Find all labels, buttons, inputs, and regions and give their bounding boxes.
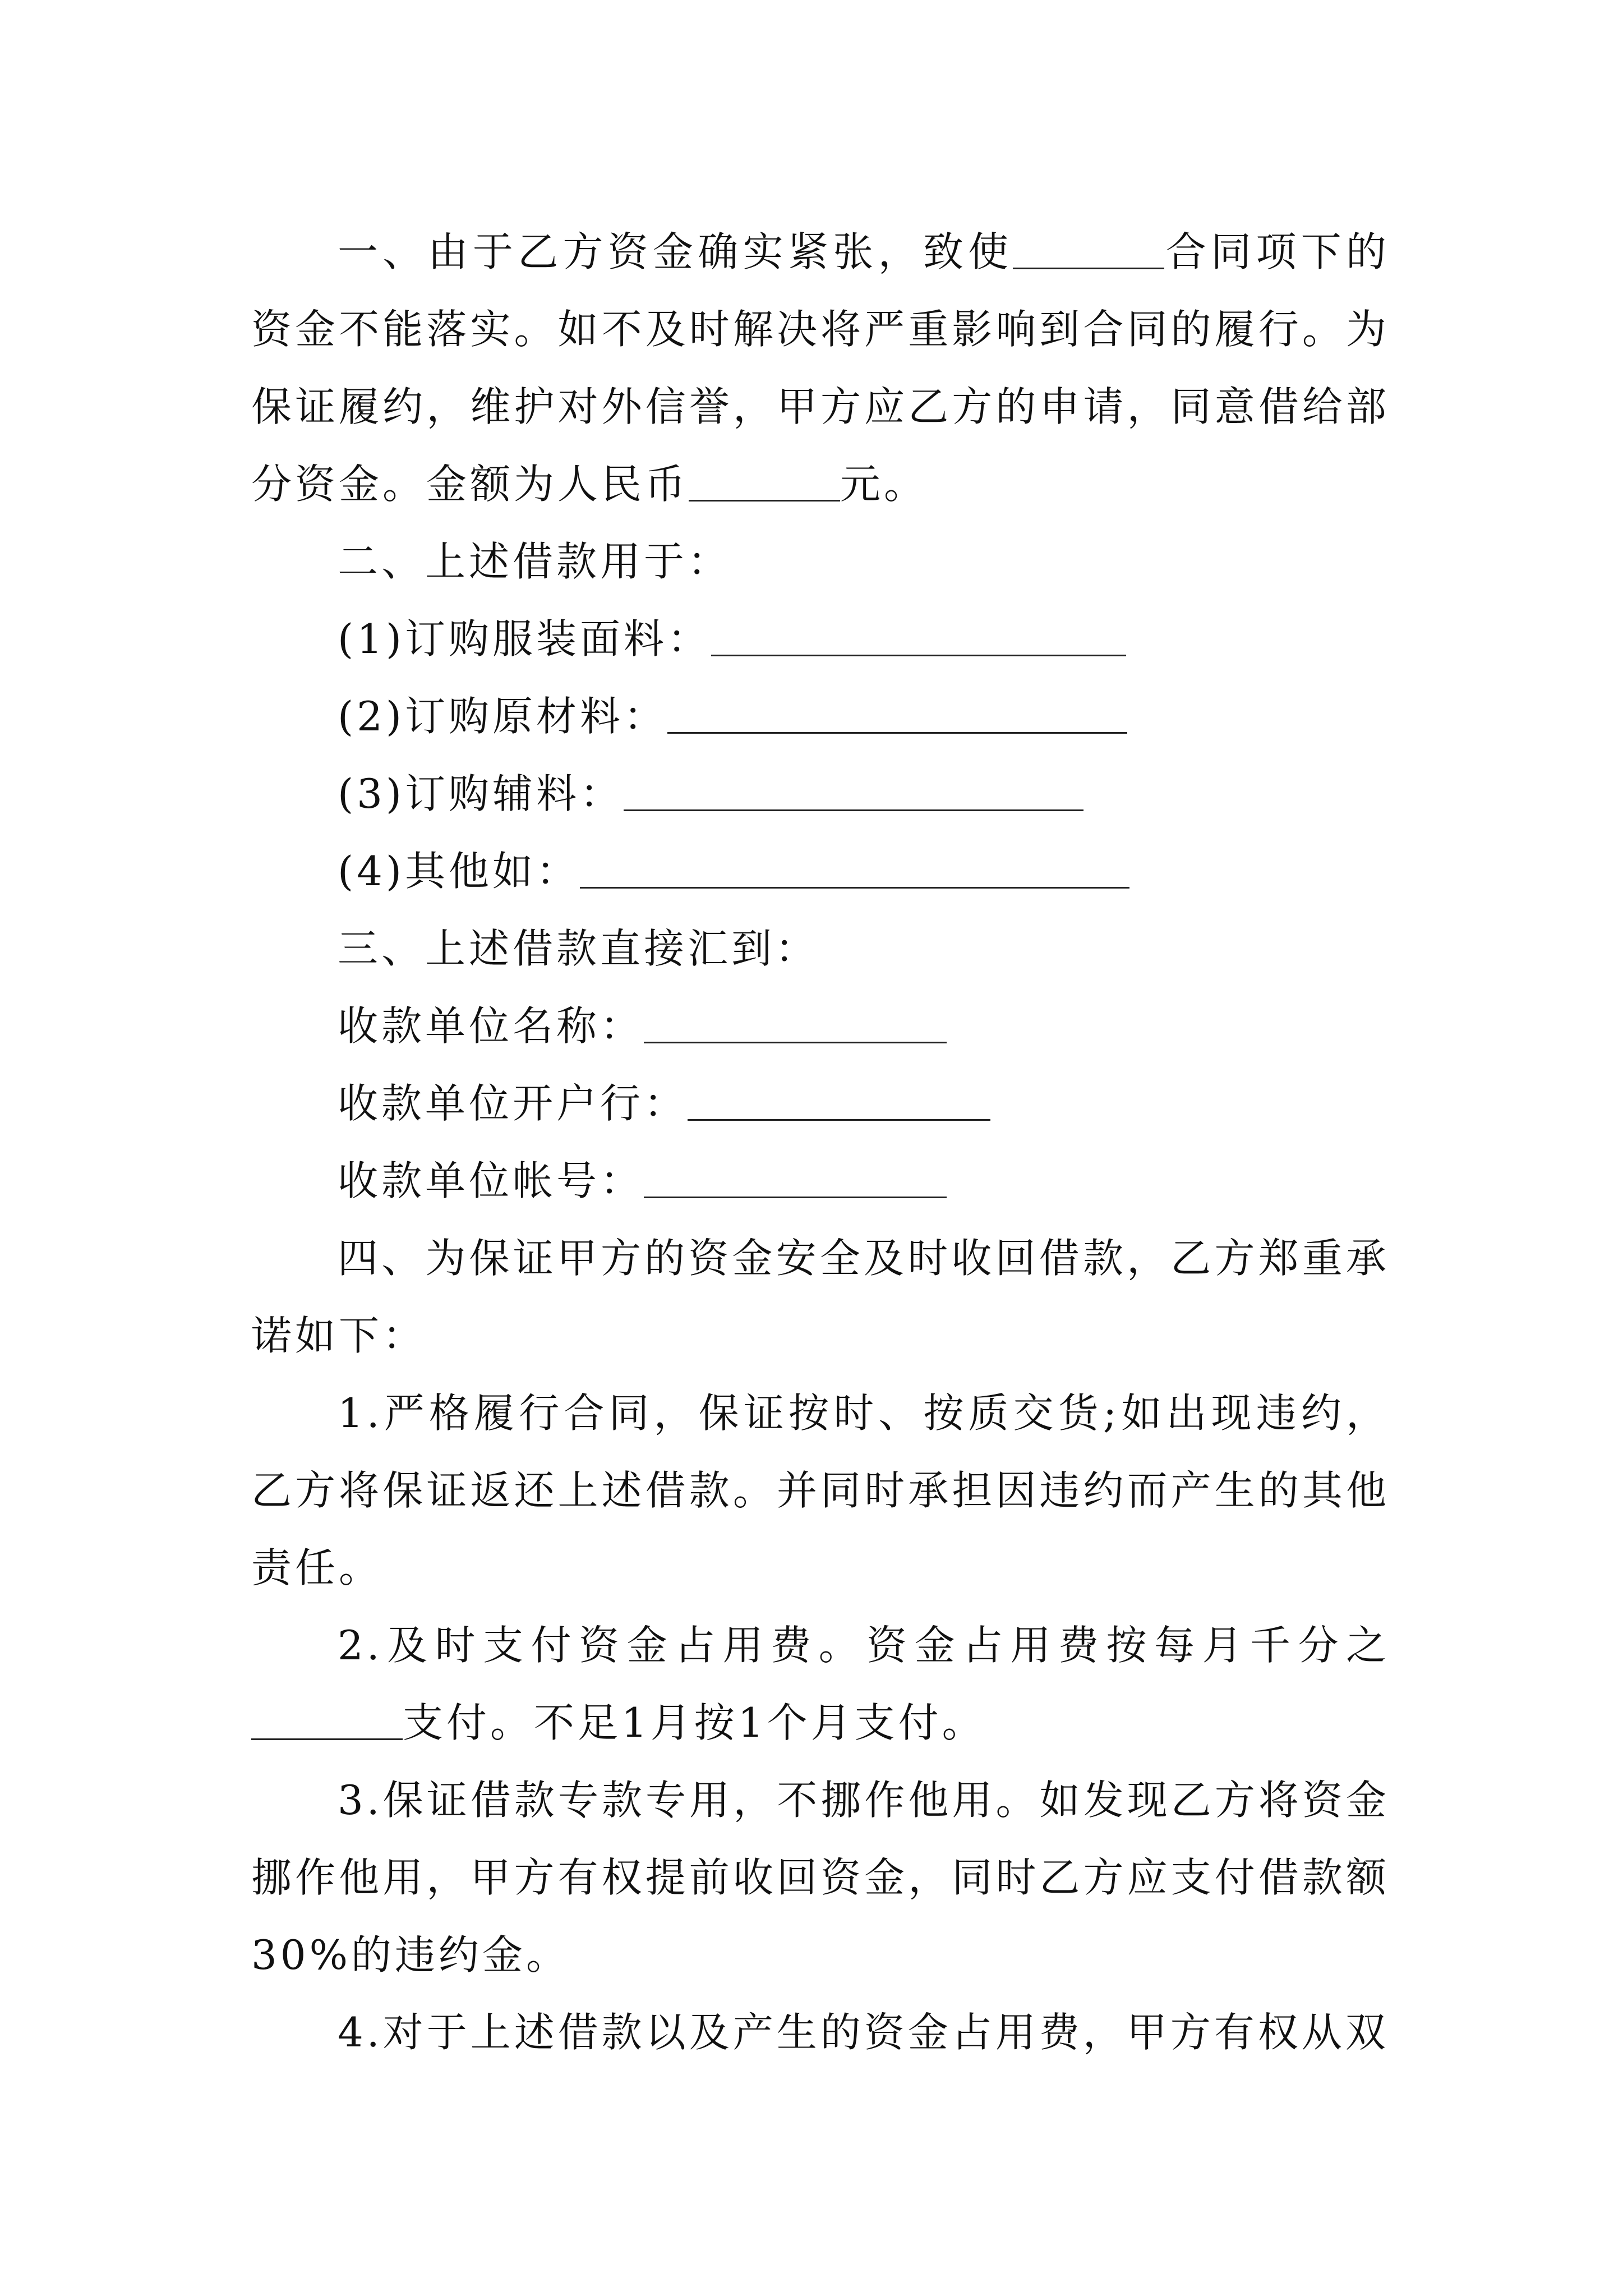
payee-name: [338, 987, 1390, 1065]
clause-2-title: 二、上述借款用于：: [338, 538, 732, 585]
blank-payee-name[interactable]: [644, 1008, 947, 1043]
blank-fabric[interactable]: [711, 621, 1126, 656]
payee-label: 收款单位帐号：: [338, 1157, 644, 1204]
clause-4-2-text-b: 支付。不足1月按1个月支付。: [403, 1699, 986, 1746]
payee-label: 收款单位开户行：: [338, 1080, 688, 1127]
use-item-label: (3)订购辅料：: [338, 770, 624, 817]
blank-accessories[interactable]: [624, 776, 1083, 811]
payee-bank: [338, 1065, 1390, 1142]
clause-4-title: 四、为保证甲方的资金安全及时收回借款，乙方郑重承诺如下：: [251, 1235, 1390, 1359]
use-item-label: (2)订购原材料：: [338, 693, 667, 740]
clause-4-1: 1.严格履行合同，保证按时、按质交货;如出现违约，乙方将保证返还上述借款。并同时承担因违约而产生的其他责任。: [251, 1389, 1390, 1591]
blank-materials[interactable]: [667, 698, 1127, 734]
use-item-fabric: [338, 600, 1390, 678]
payee-label: 收款单位名称：: [338, 1002, 644, 1050]
blank-payee-account[interactable]: [644, 1163, 947, 1198]
use-item-label: (1)订购服装面料：: [338, 615, 711, 662]
clause-4-2: [251, 1607, 1390, 1761]
use-item-materials: [338, 678, 1390, 755]
blank-contract[interactable]: [1013, 234, 1164, 269]
clause-1: [251, 213, 1390, 523]
clause-4-3: 3.保证借款专款专用，不挪作他用。如发现乙方将资金挪作他用，甲方有权提前收回资金，同时乙方应支付借款额30%的违约金。: [251, 1777, 1390, 1978]
clause-4-2-text-a: 2.及时支付资金占用费。资金占用费按每月千分之: [338, 1622, 1390, 1669]
blank-payee-bank[interactable]: [688, 1085, 990, 1121]
clause-1-text-a: 一、由于乙方资金确实紧张，致使: [338, 228, 1013, 275]
clause-1-text-c: 元。: [840, 461, 928, 508]
blank-other[interactable]: [580, 853, 1129, 889]
use-item-accessories: [338, 755, 1390, 832]
clause-1-text-b: 合同项下的资金不能落实。如不及时解决将严重影响到合同的履行。为保证履约，维护对外信誉，甲方应乙方的申请，同意借给部分资金。金额为人民币: [251, 228, 1390, 508]
use-item-label: (4)其他如：: [338, 848, 580, 895]
blank-amount[interactable]: [689, 466, 840, 501]
blank-rate[interactable]: [251, 1705, 403, 1740]
document-body: [251, 213, 1390, 2071]
use-item-other: [338, 832, 1390, 910]
clause-4-4: 4.对于上述借款以及产生的资金占用费，甲方有权从双: [338, 2009, 1389, 2056]
payee-account: [338, 1142, 1390, 1220]
clause-3-title: 三、上述借款直接汇到：: [338, 925, 819, 972]
